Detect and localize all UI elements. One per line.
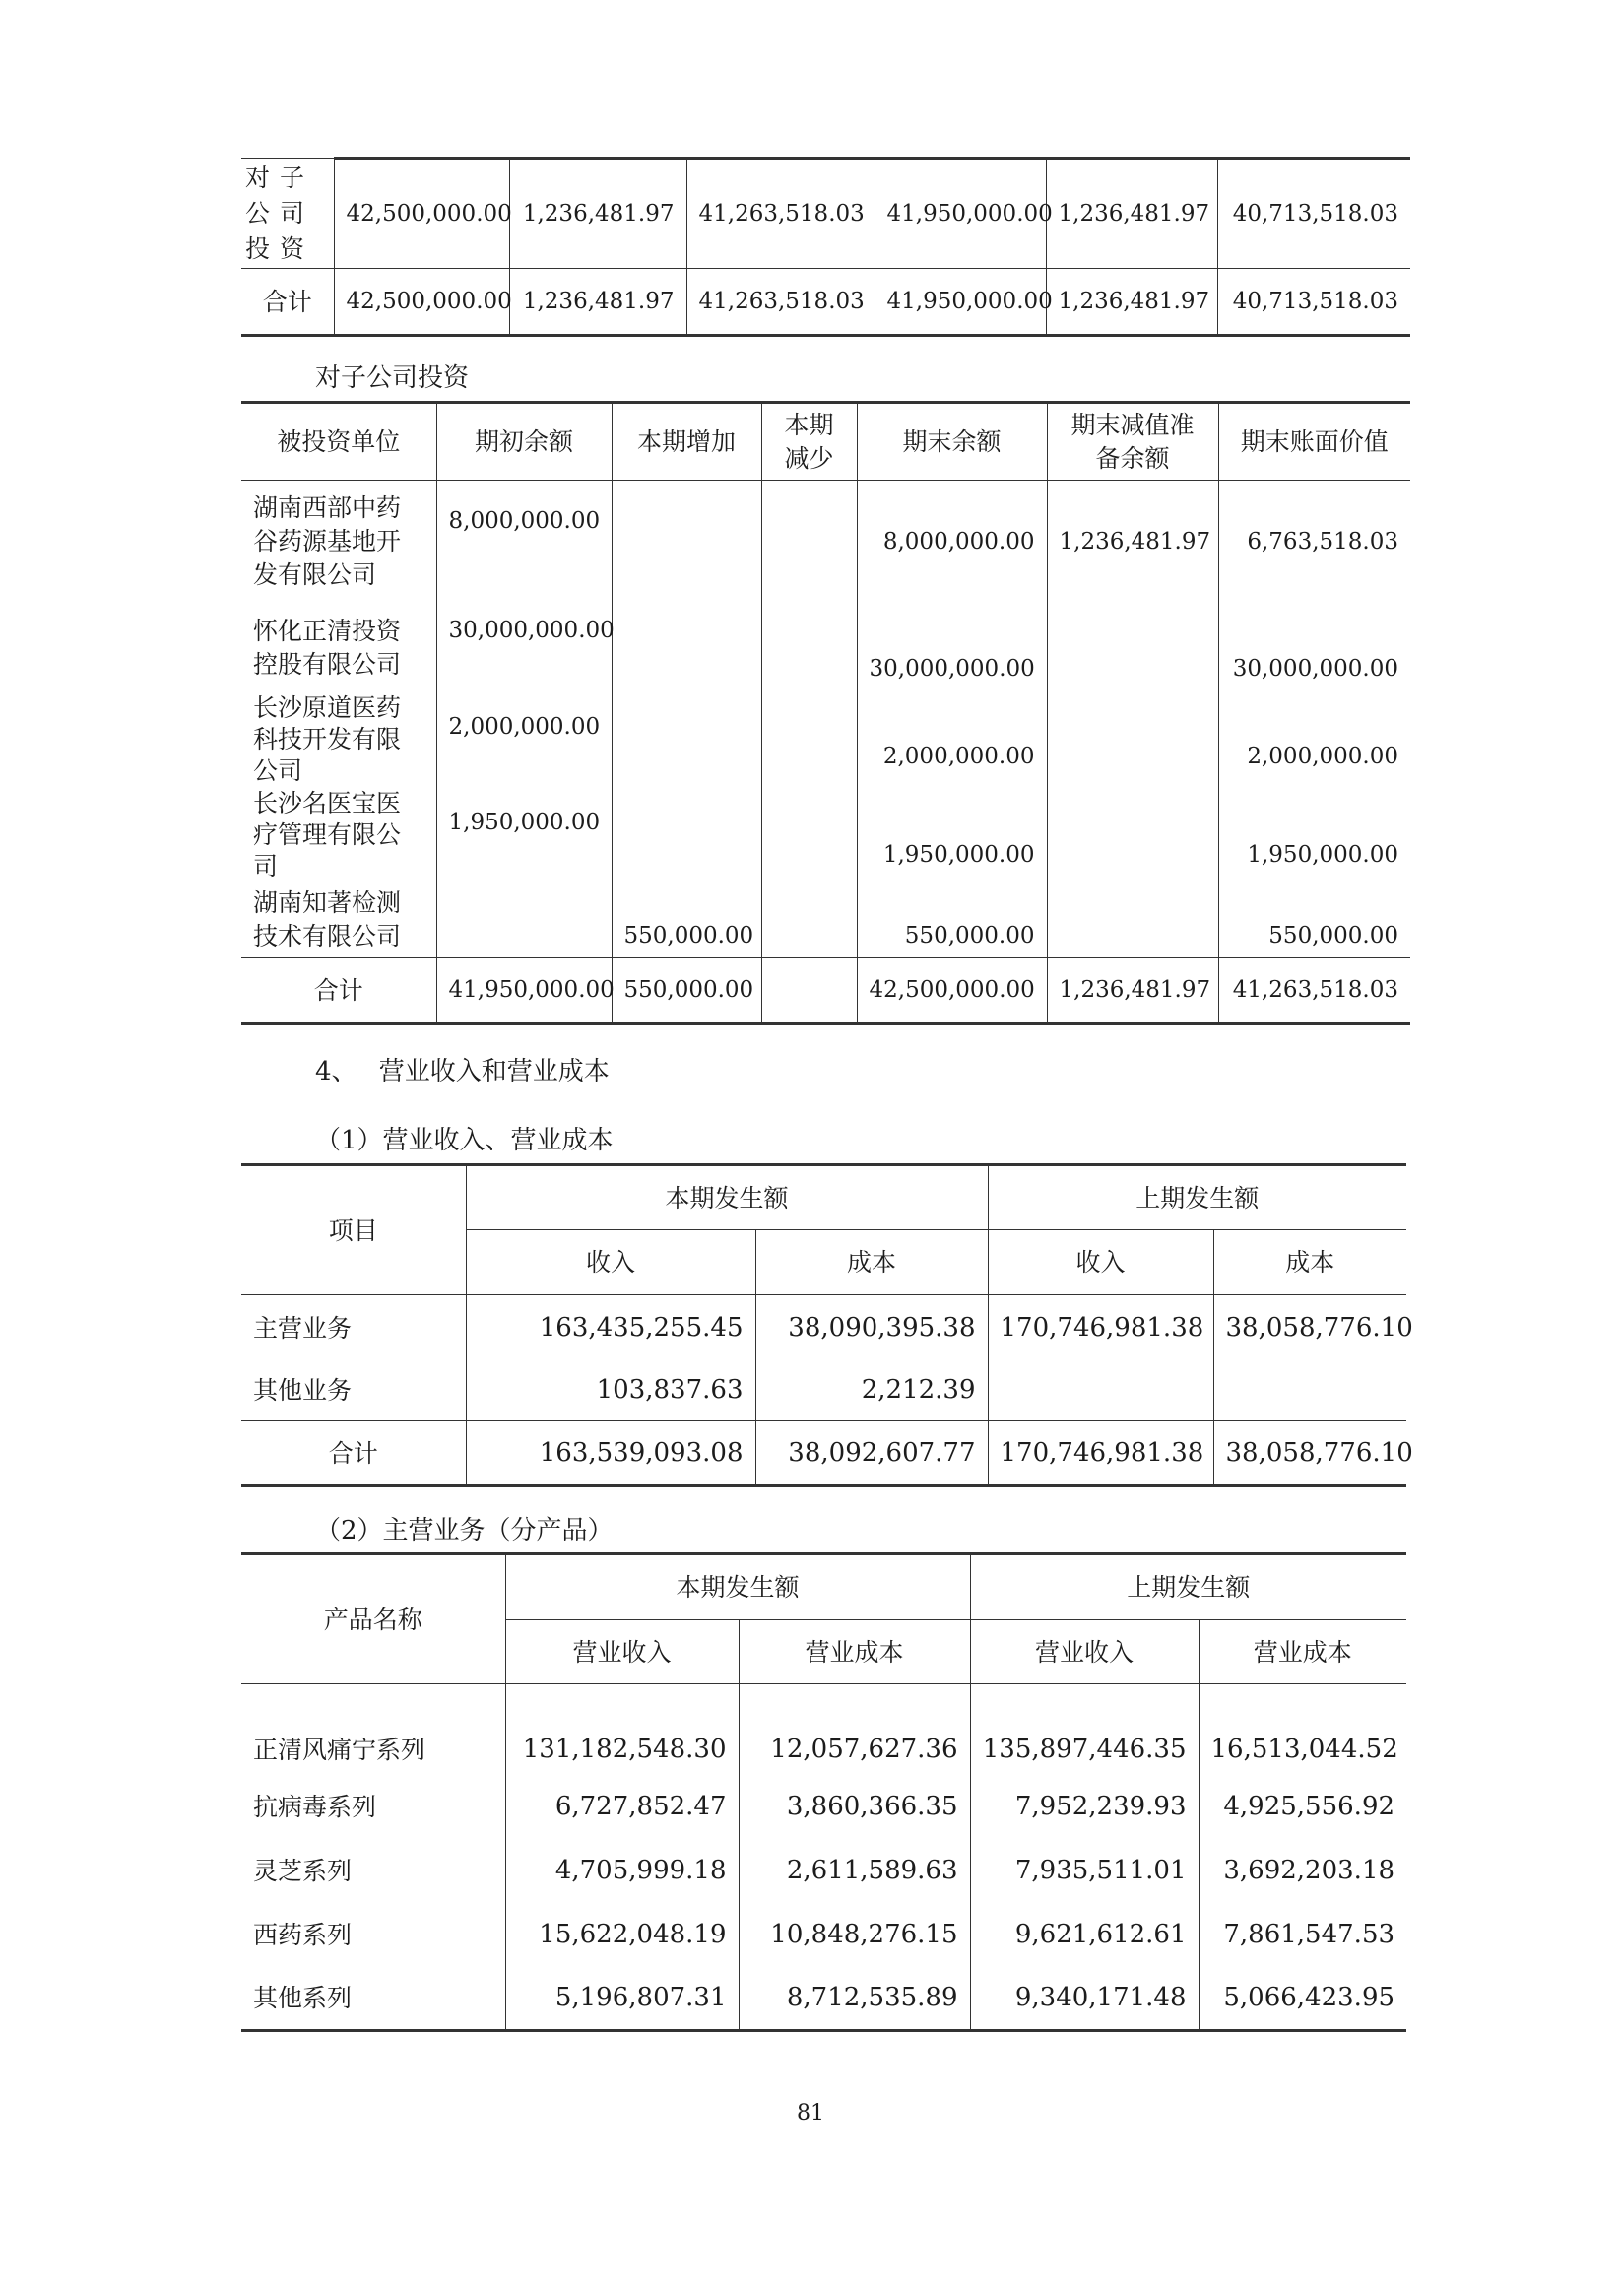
cell: 41,263,518.03: [686, 159, 875, 269]
row-label: 灵芝系列: [241, 1839, 505, 1903]
table-subsidiary-investment: [241, 401, 1410, 1025]
total-label: 合计: [241, 269, 334, 336]
cell-begin: 30,000,000.00: [436, 604, 612, 692]
cell-end: 8,000,000.00: [857, 481, 1047, 604]
cell-impair: [1047, 692, 1218, 788]
cell-current-income: 163,539,093.08: [466, 1421, 755, 1486]
cell: 42,500,000.00: [334, 269, 509, 336]
header-current-income: 营业收入: [505, 1620, 739, 1684]
cell: 1,236,481.97: [509, 269, 686, 336]
table-row: [241, 788, 1410, 883]
cell-impair: [1047, 788, 1218, 883]
table-row: [241, 269, 1410, 336]
cell-book: 41,263,518.03: [1218, 958, 1410, 1024]
cell-current-income: 4,705,999.18: [505, 1839, 739, 1903]
header-current-period: 本期发生额: [466, 1165, 988, 1230]
page-number: 81: [797, 2101, 824, 2126]
cell-reduce: [761, 692, 857, 788]
cell-prior-income: 9,621,612.61: [970, 1903, 1199, 1967]
cell-current-income: 103,837.63: [466, 1361, 755, 1421]
cell-prior-cost: 5,066,423.95: [1199, 1967, 1406, 2031]
cell-begin: [436, 883, 612, 958]
cell-end: 550,000.00: [857, 883, 1047, 958]
total-row: [241, 1421, 1406, 1486]
cell-impair: 1,236,481.97: [1047, 958, 1218, 1024]
cell-prior-cost: 16,513,044.52: [1199, 1684, 1406, 1775]
cell-prior-cost: 3,692,203.18: [1199, 1839, 1406, 1903]
cell-add: [612, 788, 761, 883]
header-reduce: 本期减少: [761, 403, 857, 481]
table-row: [241, 481, 1410, 604]
cell: 41,263,518.03: [686, 269, 875, 336]
header-impair: 期末减值准备余额: [1047, 403, 1218, 481]
cell: 1,236,481.97: [1046, 159, 1217, 269]
cell-impair: [1047, 604, 1218, 692]
cell: 1,236,481.97: [1046, 269, 1217, 336]
table-row: [241, 1295, 1406, 1361]
cell-current-cost: 2,611,589.63: [739, 1839, 970, 1903]
cell-current-cost: 8,712,535.89: [739, 1967, 970, 2031]
investee-name: 长沙原道医药科技开发有限公司: [241, 692, 436, 788]
cell-add: [612, 604, 761, 692]
section-heading-revenue: 4、 营业收入和营业成本: [315, 1057, 610, 1086]
header-current-cost: 营业成本: [739, 1620, 970, 1684]
table-row: [241, 1775, 1406, 1839]
table-row: [241, 159, 1410, 269]
cell-add: [612, 692, 761, 788]
table-row: [241, 1361, 1406, 1421]
cell-current-income: 5,196,807.31: [505, 1967, 739, 2031]
subheading-revenue-cost: （1）营业收入、营业成本: [315, 1126, 614, 1155]
total-label: 合计: [241, 1421, 466, 1486]
header-row: [241, 1165, 1406, 1230]
cell-prior-cost: 38,058,776.10: [1213, 1295, 1406, 1361]
total-row: [241, 958, 1410, 1024]
header-row: [241, 1554, 1406, 1620]
cell-prior-income: 9,340,171.48: [970, 1967, 1199, 2031]
cell-reduce: [761, 788, 857, 883]
investee-name: 长沙名医宝医疗管理有限公司: [241, 788, 436, 883]
header-prior-period: 上期发生额: [988, 1165, 1406, 1230]
cell-prior-income: 135,897,446.35: [970, 1684, 1199, 1775]
cell-prior-income: 7,935,511.01: [970, 1839, 1199, 1903]
row-label: 抗病毒系列: [241, 1775, 505, 1839]
table-row: [241, 1967, 1406, 2031]
cell: 1,236,481.97: [509, 159, 686, 269]
cell: 40,713,518.03: [1217, 269, 1410, 336]
row-label: 对子公司投资: [241, 159, 334, 269]
cell-book: 1,950,000.00: [1218, 788, 1410, 883]
subtitle-subsidiary-investment: 对子公司投资: [315, 363, 470, 393]
header-product: 产品名称: [241, 1554, 505, 1684]
header-book: 期末账面价值: [1218, 403, 1410, 481]
cell-prior-income: 7,952,239.93: [970, 1775, 1199, 1839]
table-long-term-investment: [241, 157, 1410, 337]
cell-current-cost: 12,057,627.36: [739, 1684, 970, 1775]
table-row: [241, 1903, 1406, 1967]
header-prior-cost: 营业成本: [1199, 1620, 1406, 1684]
cell-prior-income: [988, 1361, 1213, 1421]
header-add: 本期增加: [612, 403, 761, 481]
table-row: [241, 1839, 1406, 1903]
header-prior-income: 营业收入: [970, 1620, 1199, 1684]
row-label: 主营业务: [241, 1295, 466, 1361]
investee-name: 湖南西部中药谷药源基地开发有限公司: [241, 481, 436, 604]
cell-current-income: 6,727,852.47: [505, 1775, 739, 1839]
header-row: [241, 403, 1410, 481]
table-row: [241, 692, 1410, 788]
cell-impair: 1,236,481.97: [1047, 481, 1218, 604]
cell-reduce: [761, 883, 857, 958]
cell: 42,500,000.00: [334, 159, 509, 269]
header-prior-cost: 成本: [1213, 1230, 1406, 1295]
header-current-period: 本期发生额: [505, 1554, 970, 1620]
cell-begin: 2,000,000.00: [436, 692, 612, 788]
cell-add: 550,000.00: [612, 958, 761, 1024]
cell-book: 6,763,518.03: [1218, 481, 1410, 604]
investee-name: 怀化正清投资控股有限公司: [241, 604, 436, 692]
table-main-business-by-product: [241, 1552, 1406, 2032]
cell-begin: 1,950,000.00: [436, 788, 612, 883]
cell-end: 42,500,000.00: [857, 958, 1047, 1024]
cell-prior-income: 170,746,981.38: [988, 1295, 1213, 1361]
cell-impair: [1047, 883, 1218, 958]
header-end: 期末余额: [857, 403, 1047, 481]
cell-end: 2,000,000.00: [857, 692, 1047, 788]
cell-current-cost: 3,860,366.35: [739, 1775, 970, 1839]
header-item: 项目: [241, 1165, 466, 1295]
cell: 41,950,000.00: [875, 269, 1046, 336]
header-prior-income: 收入: [988, 1230, 1213, 1295]
total-label: 合计: [241, 958, 436, 1024]
row-label: 西药系列: [241, 1903, 505, 1967]
cell-begin: 41,950,000.00: [436, 958, 612, 1024]
table-row: [241, 604, 1410, 692]
row-label: 其他系列: [241, 1967, 505, 2031]
cell: 40,713,518.03: [1217, 159, 1410, 269]
cell-prior-income: 170,746,981.38: [988, 1421, 1213, 1486]
header-investee: 被投资单位: [241, 403, 436, 481]
cell-current-income: 131,182,548.30: [505, 1684, 739, 1775]
table-row: [241, 1684, 1406, 1775]
cell-prior-cost: 38,058,776.10: [1213, 1421, 1406, 1486]
cell-reduce: [761, 958, 857, 1024]
cell-book: 550,000.00: [1218, 883, 1410, 958]
cell-book: 2,000,000.00: [1218, 692, 1410, 788]
cell-add: 550,000.00: [612, 883, 761, 958]
cell-reduce: [761, 604, 857, 692]
cell-book: 30,000,000.00: [1218, 604, 1410, 692]
investee-name: 湖南知著检测技术有限公司: [241, 883, 436, 958]
row-label: 正清风痛宁系列: [241, 1684, 505, 1775]
cell: 41,950,000.00: [875, 159, 1046, 269]
header-prior-period: 上期发生额: [970, 1554, 1406, 1620]
cell-prior-cost: 7,861,547.53: [1199, 1903, 1406, 1967]
cell-begin: 8,000,000.00: [436, 481, 612, 604]
table-revenue-cost: [241, 1163, 1413, 1487]
header-begin: 期初余额: [436, 403, 612, 481]
header-current-cost: 成本: [755, 1230, 988, 1295]
cell-current-cost: 38,090,395.38: [755, 1295, 988, 1361]
row-label: 其他业务: [241, 1361, 466, 1421]
cell-prior-cost: [1213, 1361, 1406, 1421]
cell-end: 1,950,000.00: [857, 788, 1047, 883]
cell-add: [612, 481, 761, 604]
cell-prior-cost: 4,925,556.92: [1199, 1775, 1406, 1839]
cell-current-cost: 38,092,607.77: [755, 1421, 988, 1486]
subheading-main-business-by-product: （2）主营业务（分产品）: [315, 1516, 614, 1545]
cell-current-cost: 2,212.39: [755, 1361, 988, 1421]
header-current-income: 收入: [466, 1230, 755, 1295]
cell-end: 30,000,000.00: [857, 604, 1047, 692]
cell-current-income: 163,435,255.45: [466, 1295, 755, 1361]
cell-current-income: 15,622,048.19: [505, 1903, 739, 1967]
cell-current-cost: 10,848,276.15: [739, 1903, 970, 1967]
cell-reduce: [761, 481, 857, 604]
table-row: [241, 883, 1410, 958]
